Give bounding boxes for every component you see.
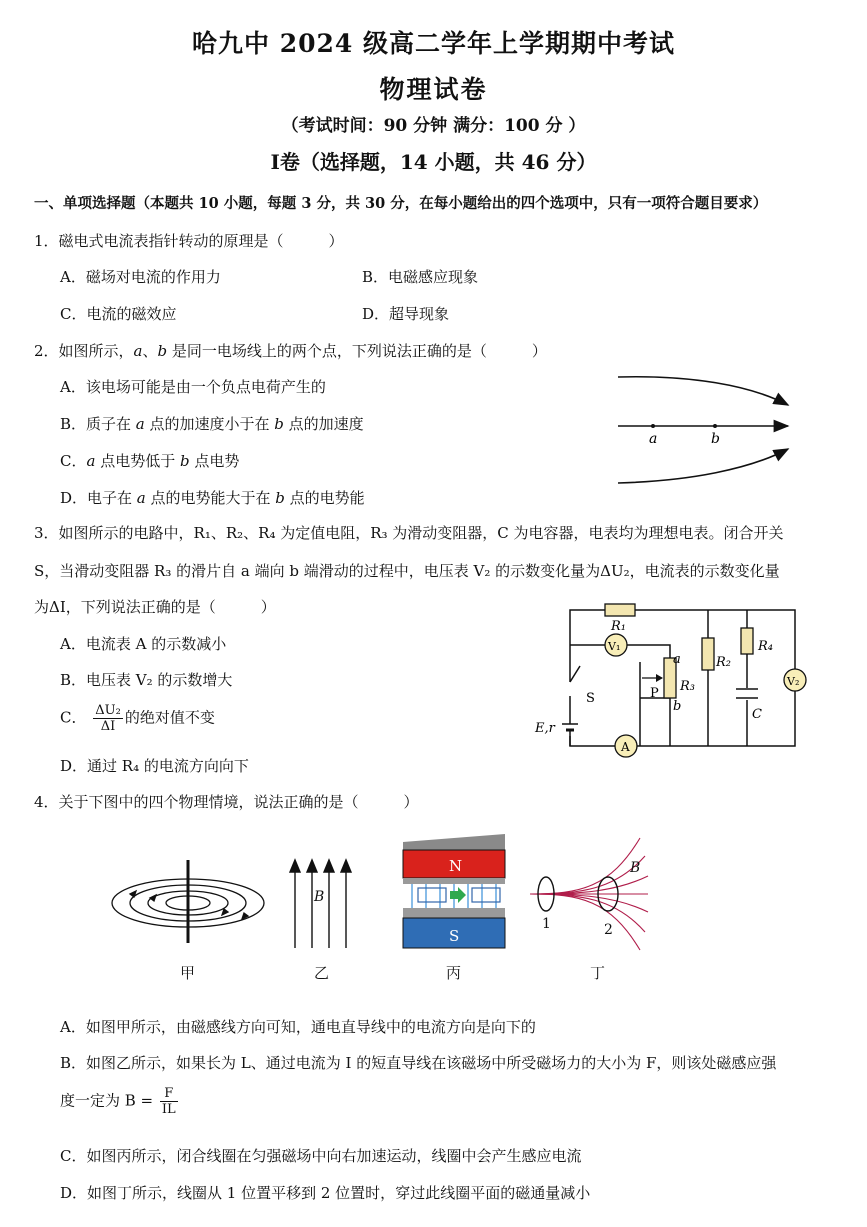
label-b-yi: B: [314, 889, 325, 905]
q1-option-c: C．电流的磁效应: [60, 305, 177, 323]
caption-bing: 丙: [446, 964, 462, 982]
label-v1: V₁: [608, 640, 621, 653]
caption-jia: 甲: [180, 964, 196, 982]
label-r2: R₂: [716, 655, 731, 670]
q3-fraction: $\frac{\text{ΔU₂}}{\Delta I}$: [95, 703, 121, 734]
q4-option-b-line2: 度一定为 B = $\frac{F}{IL}$: [60, 1086, 176, 1117]
q1-stem: 1．磁电式电流表指针转动的原理是（ ）: [34, 232, 344, 250]
label-r4: R₄: [758, 639, 773, 654]
q4-figures: [100, 828, 660, 988]
resistor-r1: [605, 604, 635, 616]
label-loop-2: 2: [604, 922, 613, 938]
resistor-r4: [741, 628, 753, 654]
volume-heading: I卷（选择题，14 小题，共 46 分）: [270, 150, 597, 174]
q3-stem-line2: S，当滑动变阻器 R₃ 的滑片自 a 端向 b 端滑动的过程中，电压表 V₂ 的示数变化量为ΔU₂，电流表的示数变化量: [34, 562, 780, 580]
label-v2: V₂: [787, 675, 800, 688]
section-heading: 一、单项选择题（本题共 10 小题，每题 3 分，共 30 分，在每小题给出的四个选项中，只有一项符合题目要求）: [34, 195, 768, 212]
figure-jia: [112, 860, 264, 943]
label-c: C: [752, 707, 762, 722]
label-loop-1: 1: [542, 916, 551, 932]
q4-fraction: $\frac{F}{IL}$: [161, 1086, 176, 1117]
q2-field-line-figure: [610, 365, 800, 500]
label-s-magnet: S: [449, 927, 460, 945]
q2-option-a: A．该电场可能是由一个负点电荷产生的: [60, 378, 326, 396]
q2-stem: 2．如图所示，a、b 是同一电场线上的两个点，下列说法正确的是（ ）: [34, 342, 547, 360]
point-b-dot: [713, 424, 717, 428]
q2-option-b: B．质子在 a 点的加速度小于在 b 点的加速度: [60, 415, 364, 433]
q3-circuit-figure: [530, 600, 820, 760]
label-s: S: [586, 691, 595, 706]
point-a-label: a: [649, 431, 658, 447]
exam-title: 哈九中 2024 级高二学年上学期期中考试: [192, 29, 675, 58]
q3-option-d: D．通过 R₄ 的电流方向向下: [60, 757, 249, 775]
field-line-upper: [618, 377, 788, 405]
q4-option-a: A．如图甲所示，由磁感线方向可知，通电直导线中的电流方向是向下的: [60, 1018, 536, 1036]
q4-option-b-line1: B．如图乙所示，如果长为 L、通过电流为 I 的短直导线在该磁场中所受磁场力的大小为 F，则该处磁感应强: [60, 1054, 777, 1072]
q3-stem-line1: 3．如图所示的电路中，R₁、R₂、R₄ 为定值电阻，R₃ 为滑动变阻器，C 为电容器，电表均为理想电表。闭合开关: [34, 524, 784, 542]
exam-subtitle: 物理试卷: [379, 75, 488, 104]
label-p: P: [650, 686, 659, 701]
label-r3: R₃: [680, 679, 695, 694]
caption-ding: 丁: [590, 964, 606, 982]
q2-option-d: D．电子在 a 点的电势能大于在 b 点的电势能: [60, 489, 365, 507]
q3-stem-line3: 为ΔI，下列说法正确的是（ ）: [34, 598, 276, 616]
q2-option-c: C．a 点电势低于 b 点电势: [60, 452, 240, 470]
label-a: A: [621, 740, 630, 754]
figure-ding: [530, 838, 648, 950]
label-n: N: [449, 857, 463, 875]
exam-info: （考试时间：90 分钟 满分：100 分 ）: [281, 116, 586, 136]
label-er: E,r: [535, 721, 555, 736]
label-r1: R₁: [611, 619, 626, 634]
point-b-label: b: [711, 431, 720, 447]
field-line-lower: [618, 449, 788, 483]
q1-option-d: D．超导现象: [362, 305, 450, 323]
q1-option-b: B．电磁感应现象: [362, 268, 479, 286]
label-b-ding: B: [630, 860, 641, 876]
resistor-r2: [702, 638, 714, 670]
q3-option-b: B．电压表 V₂ 的示数增大: [60, 671, 233, 689]
q4-option-c: C．如图丙所示，闭合线圈在匀强磁场中向右加速运动，线圈中会产生感应电流: [60, 1147, 582, 1165]
q3-option-a: A．电流表 A 的示数减小: [60, 635, 227, 653]
caption-yi: 乙: [314, 964, 330, 982]
label-a-end: a: [673, 652, 681, 667]
q4-stem: 4．关于下图中的四个物理情境，说法正确的是（ ）: [34, 793, 419, 811]
q4-option-d: D．如图丁所示，线圈从 1 位置平移到 2 位置时，穿过此线圈平面的磁通量减小: [60, 1184, 591, 1202]
label-b-end: b: [673, 699, 682, 714]
q3-option-c: C． $\frac{\text{ΔU₂}}{\Delta I}$ 的绝对值不变: [60, 703, 215, 734]
q1-option-a: A．磁场对电流的作用力: [60, 268, 221, 286]
point-a-dot: [651, 424, 655, 428]
